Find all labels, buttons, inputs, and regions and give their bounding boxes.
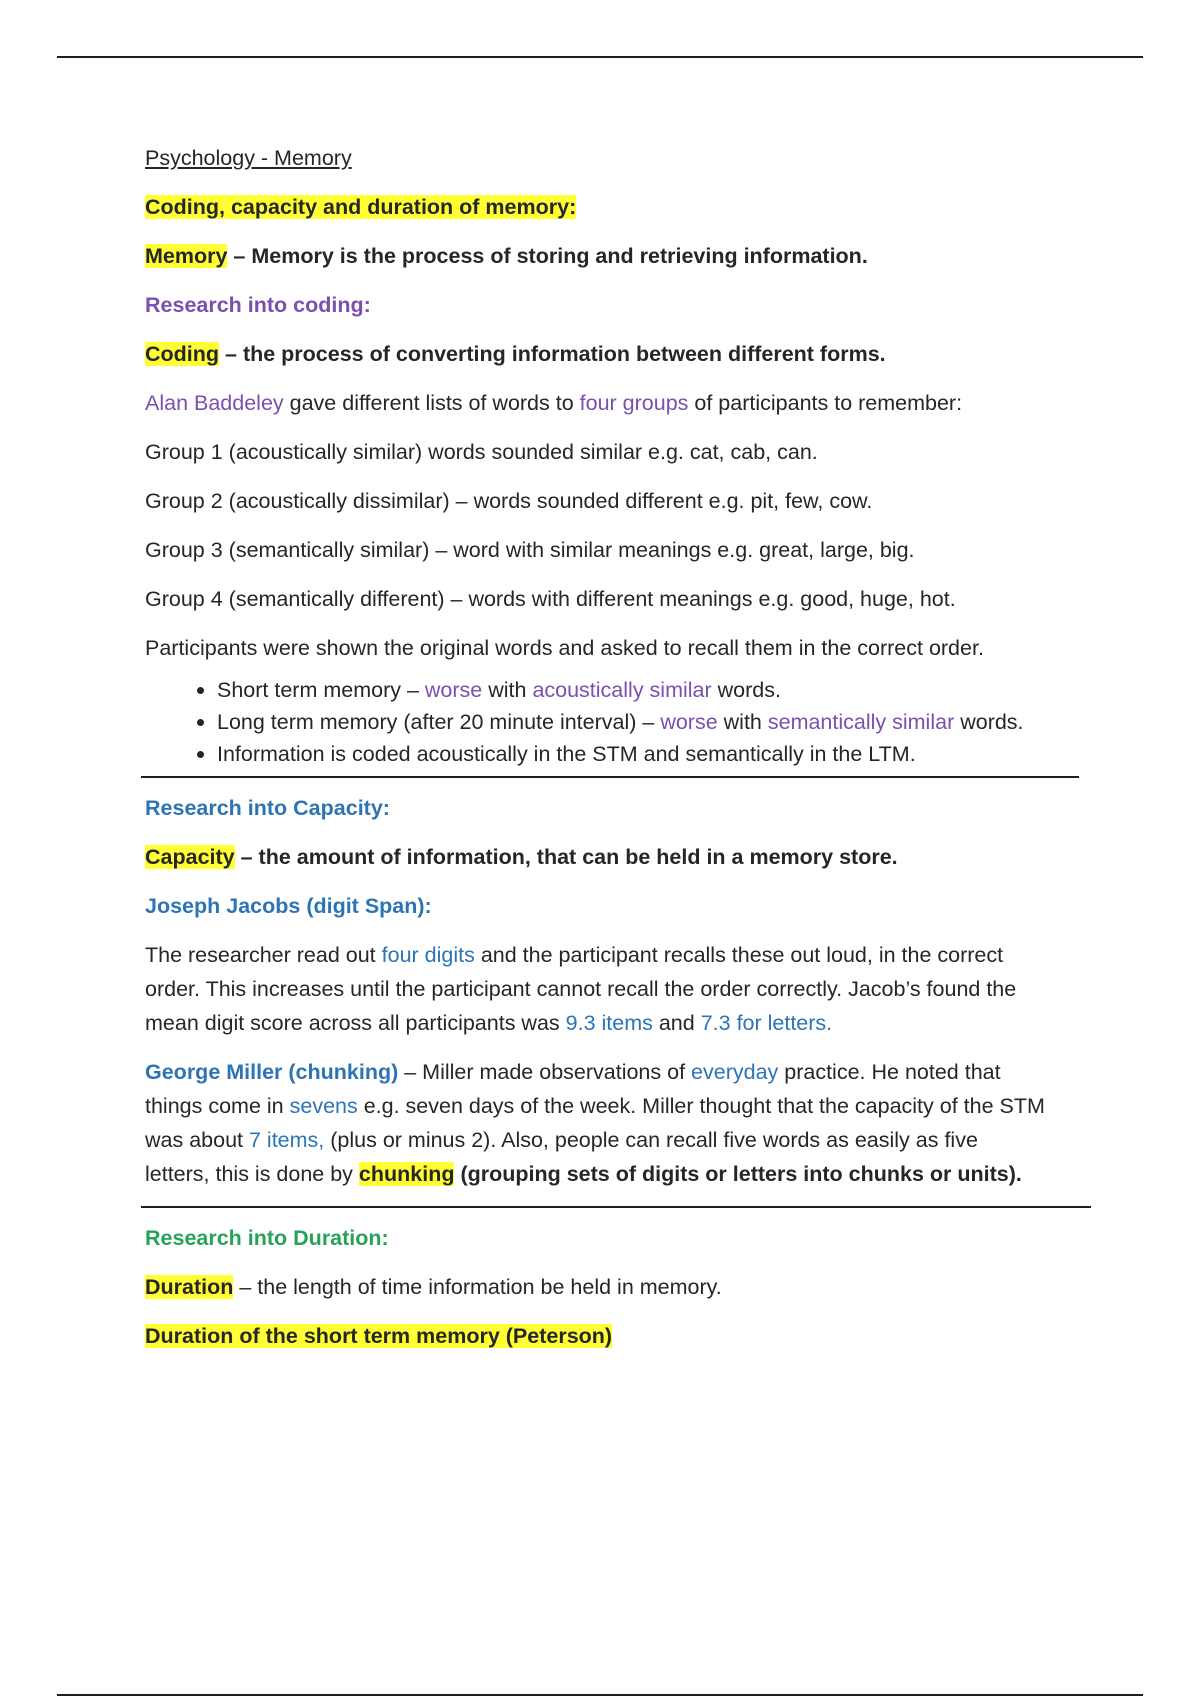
finding-stm: • Short term memory – worse with acoustically similar words. [217,674,1045,706]
document-body [145,141,1045,1368]
finding-ltm: • Long term memory (after 20 minute interval) – worse with semantically similar words. [217,706,1045,738]
capacity-definition: Capacity – the amount of information, that can be held in a memory store. [145,845,898,869]
section-divider [141,1206,1091,1208]
coding-heading: Research into coding: [145,293,371,317]
duration-heading: Research into Duration: [145,1226,389,1250]
miller-paragraph: George Miller (chunking) – Miller made observations of everyday practice. He noted that things come in sevens e.g. seven days of the week. Miller thought that the capacity of the STM was about 7 items, (plus or minus 2). Also, people can recall five words as easily as five letters, this is done by chunking (grouping sets of digits or letters into chunks or units). [145,1060,1045,1186]
jacobs-paragraph: The researcher read out four digits and the participant recalls these out loud, in the correct order. This increases until the participant cannot recall the order correctly. Jacob’s found the mean digit score across all participants was 9.3 items and 7.3 for letters. [145,943,1017,1035]
coding-definition: Coding – the process of converting information between different forms. [145,342,886,366]
capacity-heading: Research into Capacity: [145,796,390,820]
top-page-rule [57,56,1143,58]
page-title: Psychology - Memory [145,146,352,170]
group-3: Group 3 (semantically similar) – word with similar meanings e.g. great, large, big. [145,538,915,562]
chunking-term: chunking [358,1162,455,1186]
main-heading: Coding, capacity and duration of memory: [145,195,577,219]
section-divider [141,776,1079,778]
duration-term: Duration [145,1275,234,1299]
memory-term: Memory [145,244,228,268]
capacity-term: Capacity [145,845,235,869]
finding-coding: • Information is coded acoustically in the STM and semantically in the LTM. [217,738,1045,770]
findings-list [145,674,1045,770]
group-2: Group 2 (acoustically dissimilar) – words sounded different e.g. pit, few, cow. [145,489,873,513]
jacobs-heading: Joseph Jacobs (digit Span): [145,894,432,918]
baddeley-intro: Alan Baddeley gave different lists of words to four groups of participants to remember: [145,391,963,415]
coding-term: Coding [145,342,220,366]
group-4: Group 4 (semantically different) – words with different meanings e.g. good, huge, hot. [145,587,956,611]
memory-definition: Memory – Memory is the process of storing and retrieving information. [145,244,868,268]
duration-definition: Duration – the length of time information be held in memory. [145,1275,722,1299]
bottom-page-rule [57,1694,1143,1696]
stm-duration-heading: Duration of the short term memory (Peterson) [145,1324,613,1348]
group-1: Group 1 (acoustically similar) words sounded similar e.g. cat, cab, can. [145,440,818,464]
procedure: Participants were shown the original words and asked to recall them in the correct order. [145,636,984,660]
